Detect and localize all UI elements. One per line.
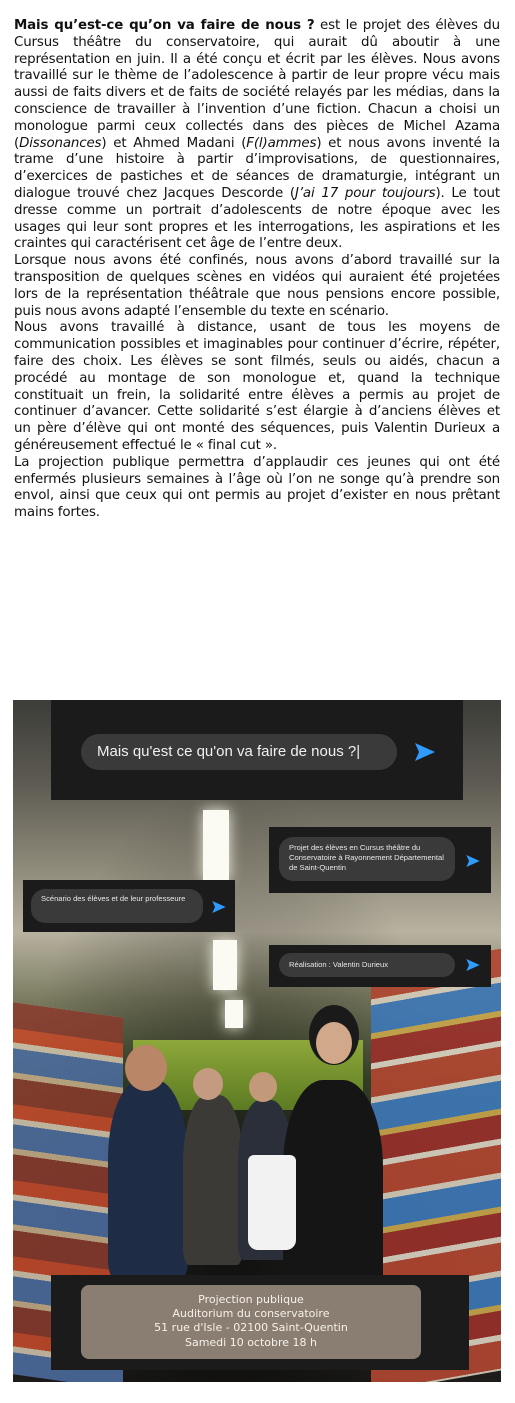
paragraph-intro-text-3: ) et nous avons inventé la trame d’une histoire à partir d’improvisations, de questionnaires, d’exercices de pastiches et de séances de dramaturgie, intégrant un dialogue trouvé chez Jacques Descorde (	[14, 135, 501, 201]
paragraph-confinement: Lorsque nous avons été confinés, nous avons d’abord travaillé sur la transposition de quelques scènes en vidéos qui auraient été projetées lors de la représentation théâtrale que nous pensions encore possible, puis nous avons adapté l’ensemble du texte en scénario.	[14, 253, 500, 319]
send-arrow-icon[interactable]	[465, 853, 481, 869]
student-face	[316, 1022, 352, 1064]
ceiling-light	[203, 810, 229, 880]
scenario-message-panel	[23, 880, 235, 932]
event-details-panel	[51, 1275, 469, 1370]
work-title-flammes: F(l)ammes	[246, 135, 317, 151]
realisation-message-panel	[269, 945, 491, 987]
ceiling-light	[225, 1000, 243, 1028]
paragraph-projection: La projection publique permettra d’applaudir ces jeunes qui ont été enfermés plusieurs semaines à l’âge où l’on ne songe qu’à prendre son envol, ainsi que ceux qui ont permis au projet d’exister en nous prêtant mains fortes.	[14, 454, 500, 521]
event-date: Samedi 10 octobre 18 h	[184, 1335, 318, 1349]
paragraph-intro-text-4: ). Le tout dresse comme un portrait d’adolescents de notre époque avec les usages qui leur sont propres et les interrogations, les aspirations et les craintes qui caractérisent cet âge de l’entre deux.	[14, 185, 500, 252]
chat-prompt-panel	[51, 700, 463, 800]
paragraph-intro-text-2: ) et Ahmed Madani (	[101, 135, 247, 151]
paragraph-distance: Nous avons travaillé à distance, usant de tous les moyens de communication possibles et imaginables pour continuer d’écrire, répéter, faire des choix. Les élèves se sont filmés, seuls ou aidés, chacun a procédé au montage de son monologue et, quand la technique constituait un frein, la solidarité entre élèves a permis au projet de continuer d’avancer. Cette solidarité s’est élargie à d’anciens élèves et un père d’élève qui ont monté des séquences, puis Valentin Durieux a généreusement effectué le « final cut ».	[14, 320, 500, 453]
article-title: Mais qu’est-ce qu’on va faire de nous ?	[14, 18, 315, 33]
student-head	[249, 1072, 277, 1102]
paragraph-intro	[14, 18, 500, 253]
article-text	[14, 18, 500, 522]
chat-input[interactable]: Mais qu'est ce qu'on va faire de nous ?|	[81, 734, 397, 770]
realisation-message: Réalisation : Valentin Durieux	[279, 953, 455, 977]
event-poster	[13, 700, 501, 1382]
send-arrow-icon[interactable]	[465, 957, 481, 973]
event-address: 51 rue d'Isle - 02100 Saint-Quentin	[154, 1321, 348, 1335]
student-figure	[283, 1080, 383, 1300]
paragraph-intro-text-1: est le projet des élèves du Cursus théâtre du conservatoire, qui aurait dû aboutir à une représentation en juin. Il a été conçu et écrit par les élèves. Nous avons travaillé sur le thème de l’adolescence à partir de leur propre vécu mais aussi de faits divers et de faits de société relayés par les médias, dans la conscience de travailler à l’invention d’une fiction. Chacun a choisi un monologue parmi ceux collectés dans des pièces de Michel Azama (	[14, 18, 500, 151]
ceiling-light	[213, 940, 237, 990]
project-message: Projet des élèves en Cursus théâtre du Conservatoire à Rayonnement Départemental de Saint-Quentin	[279, 837, 455, 881]
event-venue: Auditorium du conservatoire	[172, 1307, 330, 1321]
work-title-dissonances: Dissonances	[19, 135, 102, 151]
project-message-panel	[269, 827, 491, 893]
scenario-message: Scénario des élèves et de leur professeure	[31, 889, 203, 923]
send-arrow-icon[interactable]	[211, 899, 227, 915]
student-figure	[183, 1095, 243, 1265]
send-arrow-icon[interactable]	[413, 740, 437, 764]
white-bag	[248, 1155, 296, 1250]
work-title-jai-17: J’ai 17 pour toujours	[295, 185, 436, 201]
student-head	[125, 1045, 167, 1091]
event-details-box	[81, 1285, 421, 1359]
student-head	[193, 1068, 223, 1100]
event-type: Projection publique	[198, 1293, 304, 1306]
student-figure	[108, 1080, 188, 1280]
